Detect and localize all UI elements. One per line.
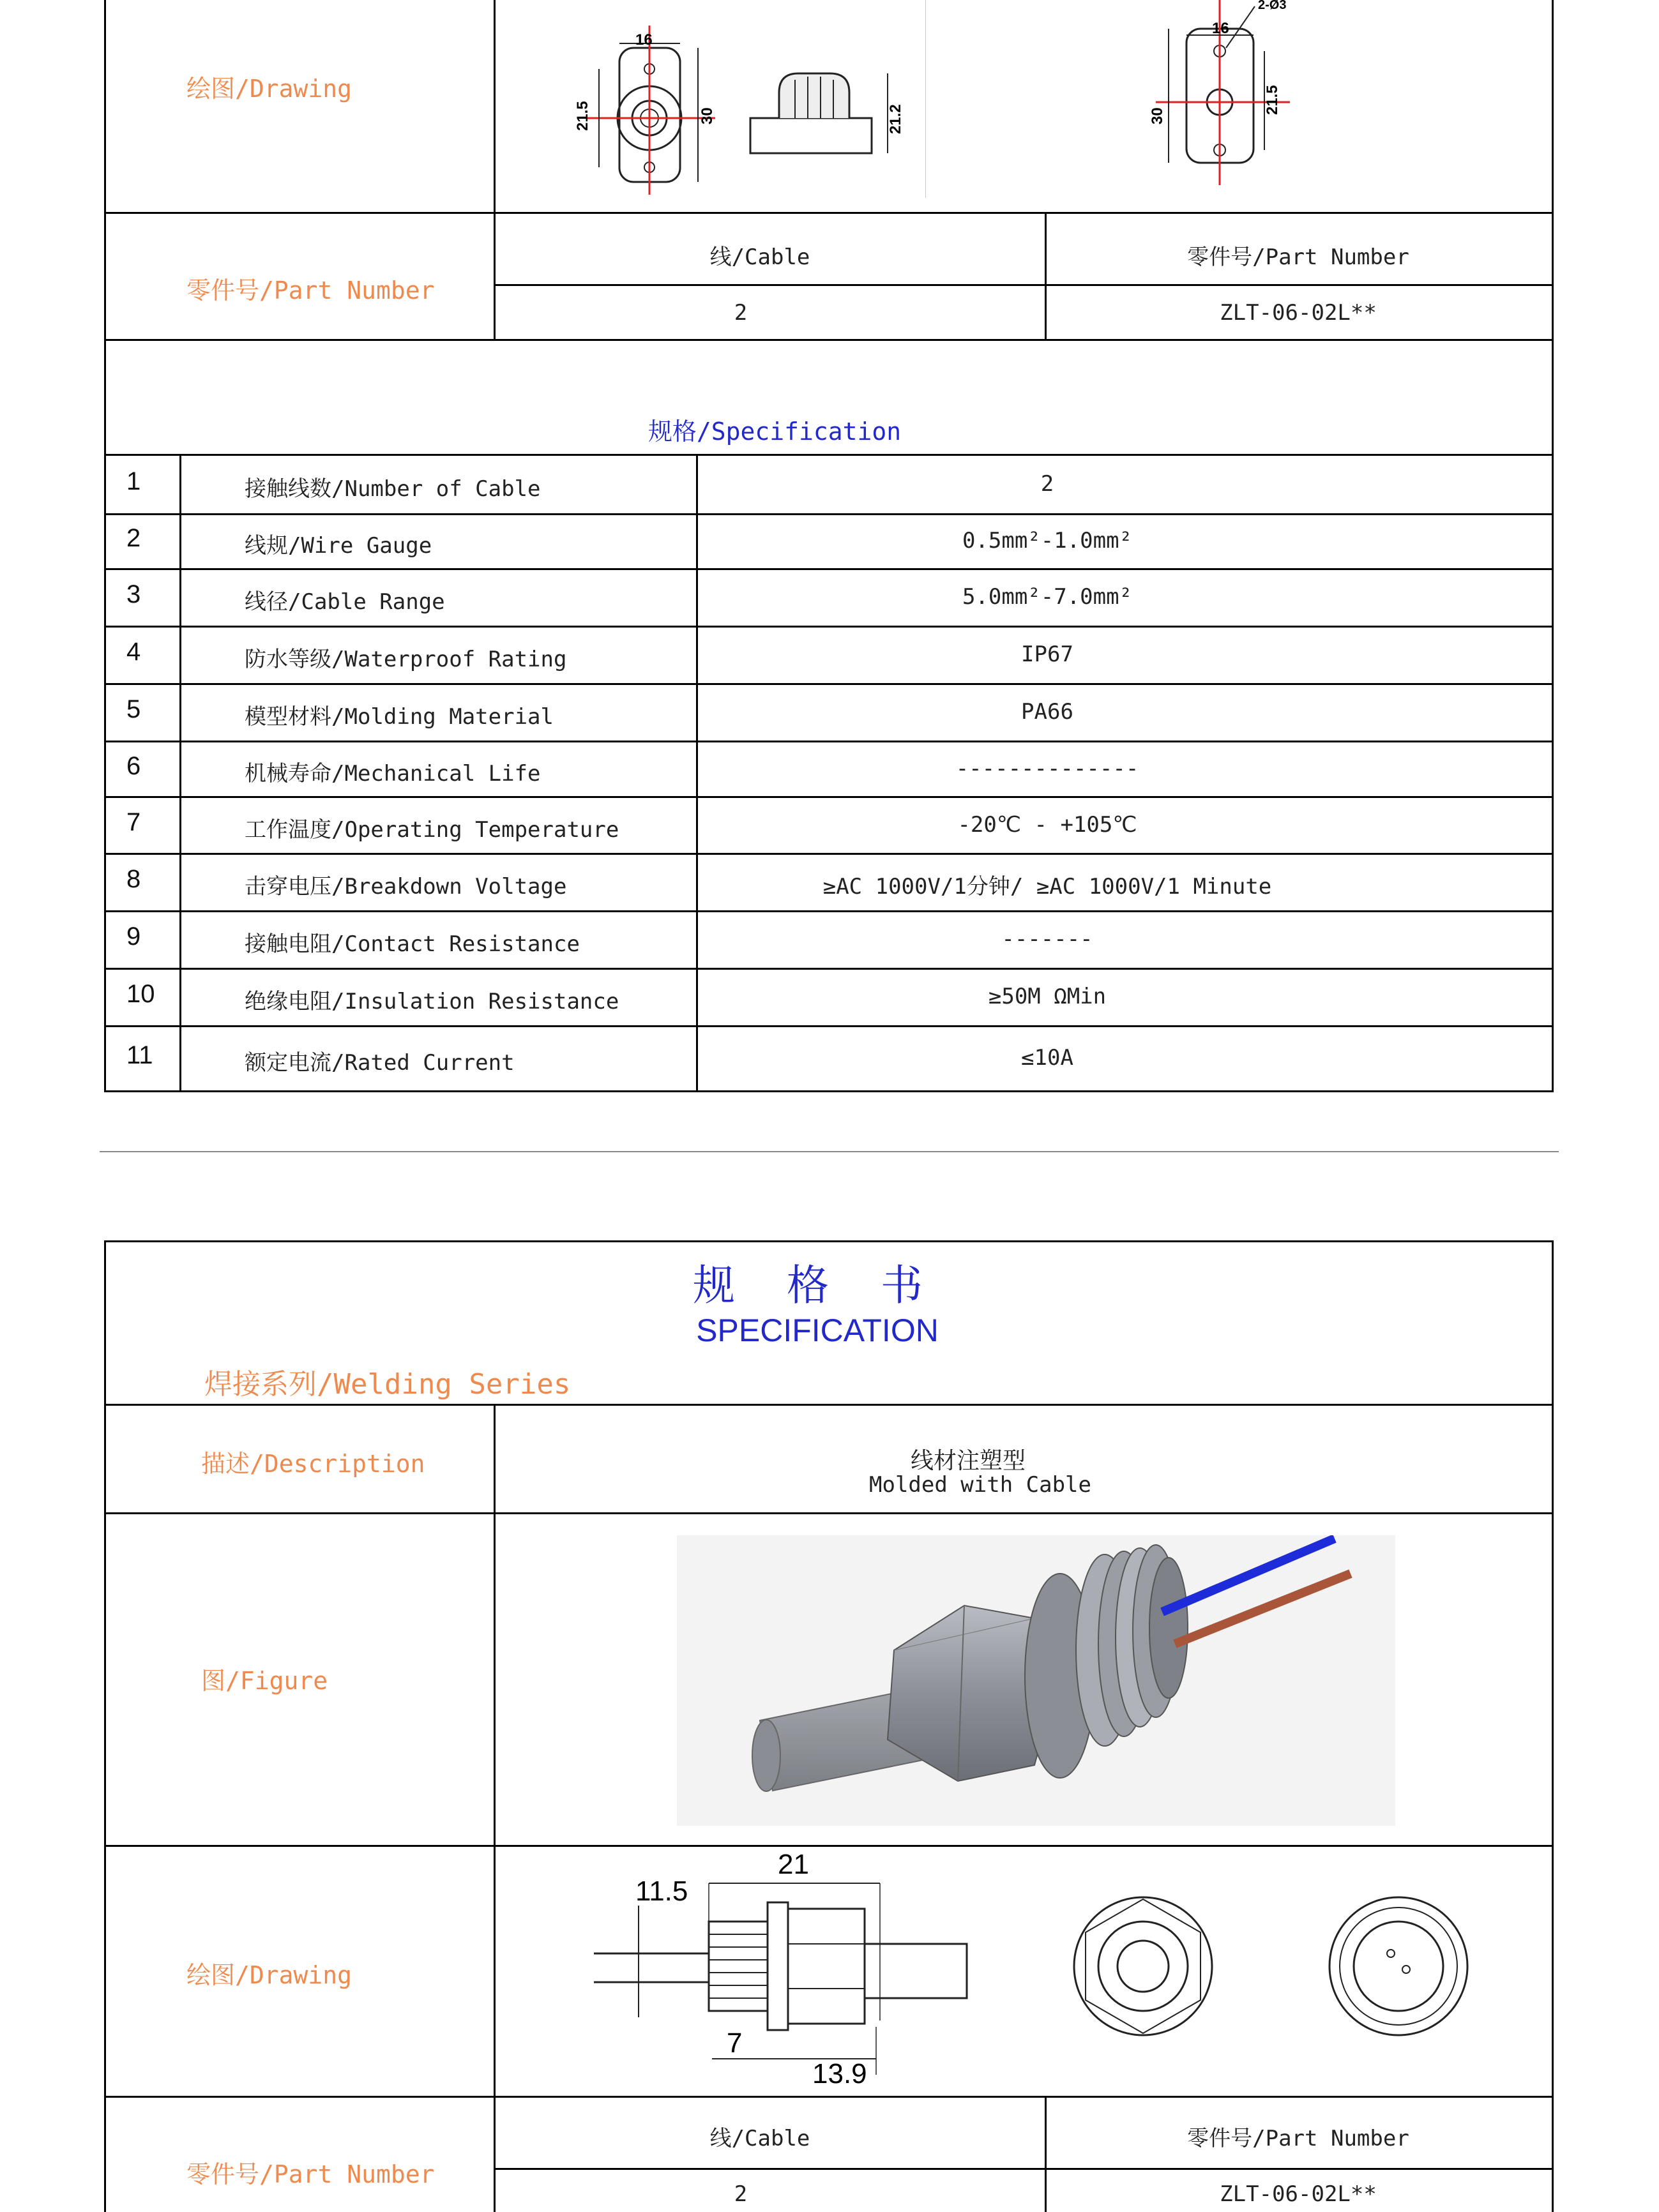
spec-row-value: ≤10A [1021, 1045, 1073, 1071]
spec-row-value: IP67 [1021, 642, 1073, 667]
s1-drawing-front-side [543, 0, 926, 204]
s2-description-en: Molded with Cable [869, 1472, 1091, 1498]
spec-row-value: ≥50M ΩMin [988, 984, 1107, 1009]
svg-text:21.2: 21.2 [887, 104, 904, 134]
s2-cable-value: 2 [734, 2181, 748, 2207]
svg-text:21: 21 [778, 1849, 809, 1880]
s2-title-en: SPECIFICATION [696, 1313, 939, 1348]
s1-drawing-label: 绘图/Drawing [186, 75, 352, 103]
svg-text:13.9: 13.9 [812, 2058, 867, 2089]
spec-row-number: 10 [126, 980, 155, 1008]
s1-drawing-right [1143, 0, 1335, 204]
s2-connector-figure [677, 1535, 1395, 1826]
s2-part-value: ZLT-06-02L** [1220, 2181, 1377, 2207]
s1-part-label: 零件号/Part Number [186, 276, 435, 305]
spec-row-number: 9 [126, 922, 141, 951]
spec-row-number: 11 [126, 1041, 153, 1069]
s2-part-header: 零件号/Part Number [1187, 2126, 1409, 2151]
svg-text:21.5: 21.5 [574, 101, 591, 131]
spec-row-number: 5 [126, 695, 141, 723]
spec-row-value: -20℃ - +105℃ [957, 811, 1137, 838]
s1-part-header: 零件号/Part Number [1187, 245, 1409, 270]
s2-drawing-label: 绘图/Drawing [186, 1961, 352, 1989]
spec-row-number: 3 [126, 580, 141, 608]
s2-part-label: 零件号/Part Number [186, 2160, 435, 2188]
spec-row-number: 8 [126, 865, 141, 893]
spec-row-value: ≥AC 1000V/1分钟/ ≥AC 1000V/1 Minute [822, 874, 1272, 899]
spec-row-value: 0.5mm²-1.0mm² [962, 528, 1133, 553]
spec-row-name: 机械寿命/Mechanical Life [245, 760, 541, 786]
spec-row-name: 线径/Cable Range [245, 589, 445, 615]
svg-text:21.5: 21.5 [1264, 85, 1281, 115]
s1-cable-header: 线/Cable [709, 245, 810, 270]
spec-row-name: 接触电阻/Contact Resistance [245, 931, 580, 957]
svg-text:16: 16 [635, 31, 653, 49]
spec-row-name: 防水等级/Waterproof Rating [245, 647, 567, 672]
svg-text:16: 16 [1212, 20, 1229, 37]
spec-row-value: -------------- [955, 755, 1139, 781]
s1-cable-value: 2 [734, 300, 748, 326]
s2-figure-label: 图/Figure [201, 1667, 328, 1695]
spec-row-number: 7 [126, 808, 141, 836]
spec-row-name: 接触线数/Number of Cable [245, 476, 541, 502]
spec-row-name: 模型材料/Molding Material [245, 704, 554, 730]
svg-text:11.5: 11.5 [635, 1876, 688, 1907]
spec-row-value: ------- [1001, 926, 1093, 952]
svg-text:30: 30 [699, 107, 716, 124]
spec-row-name: 击穿电压/Breakdown Voltage [245, 874, 567, 899]
s1-part-value: ZLT-06-02L** [1220, 300, 1377, 326]
page-divider [100, 1151, 1559, 1152]
s2-title-cn: 规 格 书 [693, 1261, 942, 1310]
spec-row-value: PA66 [1021, 699, 1073, 725]
spec-row-number: 6 [126, 751, 141, 780]
spec-row-number: 1 [126, 467, 141, 495]
spec-row-name: 线规/Wire Gauge [245, 533, 432, 559]
spec-row-value: 5.0mm²-7.0mm² [962, 584, 1133, 610]
spec-row-name: 绝缘电阻/Insulation Resistance [245, 989, 619, 1014]
spec-row-number: 4 [126, 638, 141, 666]
s2-drawing [575, 1848, 1494, 2094]
svg-text:2-Ø3: 2-Ø3 [1258, 0, 1287, 12]
svg-text:7: 7 [727, 2028, 743, 2059]
s2-description-label: 描述/Description [201, 1450, 425, 1478]
spec-row-name: 额定电流/Rated Current [245, 1050, 515, 1076]
spec-row-value: 2 [1040, 471, 1054, 497]
spec-row-name: 工作温度/Operating Temperature [245, 816, 619, 843]
s1-spec-title: 规格/Specification [648, 418, 902, 446]
svg-text:30: 30 [1149, 107, 1166, 124]
s2-series: 焊接系列/Welding Series [204, 1368, 571, 1401]
s2-description-cn: 线材注塑型 [910, 1448, 1026, 1474]
spec-row-number: 2 [126, 524, 141, 552]
s2-cable-header: 线/Cable [709, 2126, 810, 2151]
